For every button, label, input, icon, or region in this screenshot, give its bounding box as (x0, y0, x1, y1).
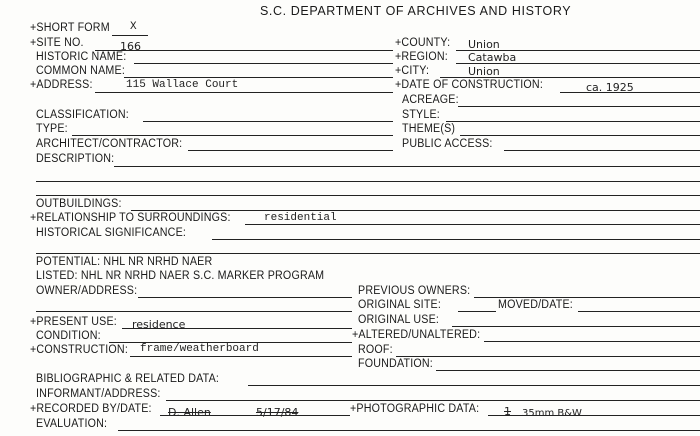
roof-label: ROOF: (358, 344, 393, 356)
bibliographic-label: BIBLIOGRAPHIC & RELATED DATA: (36, 373, 220, 385)
significance-line-1 (212, 239, 700, 240)
construction-line (130, 356, 352, 357)
relationship-value: residential (264, 212, 337, 224)
style-line (446, 121, 700, 122)
moved-date-label: MOVED/DATE: (498, 299, 573, 311)
themes-label: THEME(S) (402, 123, 456, 135)
construction-value: frame/weatherboard (140, 343, 259, 355)
recorded-date-value: 5/17/84 (256, 406, 299, 419)
relationship-line (245, 224, 700, 225)
description-label: DESCRIPTION: (36, 153, 115, 165)
evaluation-line (118, 430, 700, 431)
roof-line (396, 356, 700, 357)
recorded-by-label: +RECORDED BY/DATE: (30, 403, 152, 415)
historic-name-label: HISTORIC NAME: (36, 51, 127, 63)
short-form-value: X (130, 21, 137, 33)
present-use-label: +PRESENT USE: (30, 316, 117, 328)
historic-name-line (134, 63, 393, 64)
evaluation-label: EVALUATION: (36, 418, 108, 430)
site-no-label: +SITE NO. (30, 37, 84, 49)
photo-format-value: 35mm B&W (522, 408, 582, 419)
acreage-line (458, 106, 700, 107)
altered-label: +ALTERED/UNALTERED: (352, 329, 481, 341)
county-label: +COUNTY: (395, 37, 451, 49)
type-label: TYPE: (36, 123, 68, 135)
owner-address-label: OWNER/ADDRESS: (36, 285, 138, 297)
common-name-line (124, 77, 393, 78)
previous-owners-line (474, 297, 700, 298)
listed-label: LISTED: NHL NR NRHD NAER S.C. MARKER PROGRAM (36, 270, 325, 282)
city-label: +CITY: (395, 65, 430, 77)
informant-line (166, 400, 700, 401)
architect-line (188, 150, 393, 151)
classification-line (143, 121, 393, 122)
address-line (95, 92, 393, 93)
address-value: 115 Wallace Court (126, 79, 239, 91)
description-line-3 (36, 195, 700, 196)
original-use-label: ORIGINAL USE: (358, 314, 440, 326)
site-no-value: 166 (120, 40, 141, 53)
altered-line (484, 341, 700, 342)
date-of-construction-label: +DATE OF CONSTRUCTION: (395, 79, 543, 91)
city-value: Union (468, 65, 500, 78)
photo-count-value: 1 (504, 405, 511, 418)
date-of-construction-value: ca. 1925 (586, 81, 634, 94)
potential-label: POTENTIAL: NHL NR NRHD NAER (36, 256, 213, 268)
type-line (72, 135, 393, 136)
description-line-1 (114, 166, 700, 167)
style-label: STYLE: (402, 109, 440, 121)
relationship-label: +RELATIONSHIP TO SURROUNDINGS: (30, 212, 231, 224)
region-label: +REGION: (395, 51, 448, 63)
owner-address-line (138, 297, 352, 298)
foundation-line (436, 370, 700, 371)
region-value: Catawba (468, 51, 517, 64)
significance-line-2 (36, 253, 700, 254)
short-form-line (112, 35, 148, 36)
construction-label: +CONSTRUCTION: (30, 344, 128, 356)
form-title: S.C. DEPARTMENT OF ARCHIVES AND HISTORY (260, 4, 572, 18)
common-name-label: COMMON NAME: (36, 65, 125, 77)
short-form-label: +SHORT FORM (30, 22, 110, 34)
recorded-by-value: D. Allen (168, 406, 211, 419)
bibliographic-line (248, 385, 700, 386)
address-label: +ADDRESS: (30, 79, 93, 91)
classification-label: CLASSIFICATION: (36, 109, 129, 121)
architect-label: ARCHITECT/CONTRACTOR: (36, 138, 183, 150)
original-site-label: ORIGINAL SITE: (358, 299, 442, 311)
significance-label: HISTORICAL SIGNIFICANCE: (36, 227, 187, 239)
outbuildings-label: OUTBUILDINGS: (36, 198, 122, 210)
county-value: Union (468, 38, 500, 51)
outbuildings-line (131, 210, 700, 211)
original-site-line (458, 311, 496, 312)
themes-line (460, 135, 700, 136)
foundation-label: FOUNDATION: (358, 358, 433, 370)
description-line-2 (36, 181, 700, 182)
present-use-value: residence (132, 318, 186, 331)
moved-date-line (578, 311, 700, 312)
original-use-line (452, 326, 700, 327)
photographic-line (488, 415, 700, 416)
acreage-label: ACREAGE: (402, 94, 459, 106)
public-access-line (504, 150, 700, 151)
photographic-label: +PHOTOGRAPHIC DATA: (350, 403, 480, 415)
owner-address-line-2 (36, 311, 352, 312)
previous-owners-label: PREVIOUS OWNERS: (358, 285, 471, 297)
informant-label: INFORMANT/ADDRESS: (36, 388, 161, 400)
condition-label: CONDITION: (36, 330, 101, 342)
public-access-label: PUBLIC ACCESS: (402, 138, 493, 150)
